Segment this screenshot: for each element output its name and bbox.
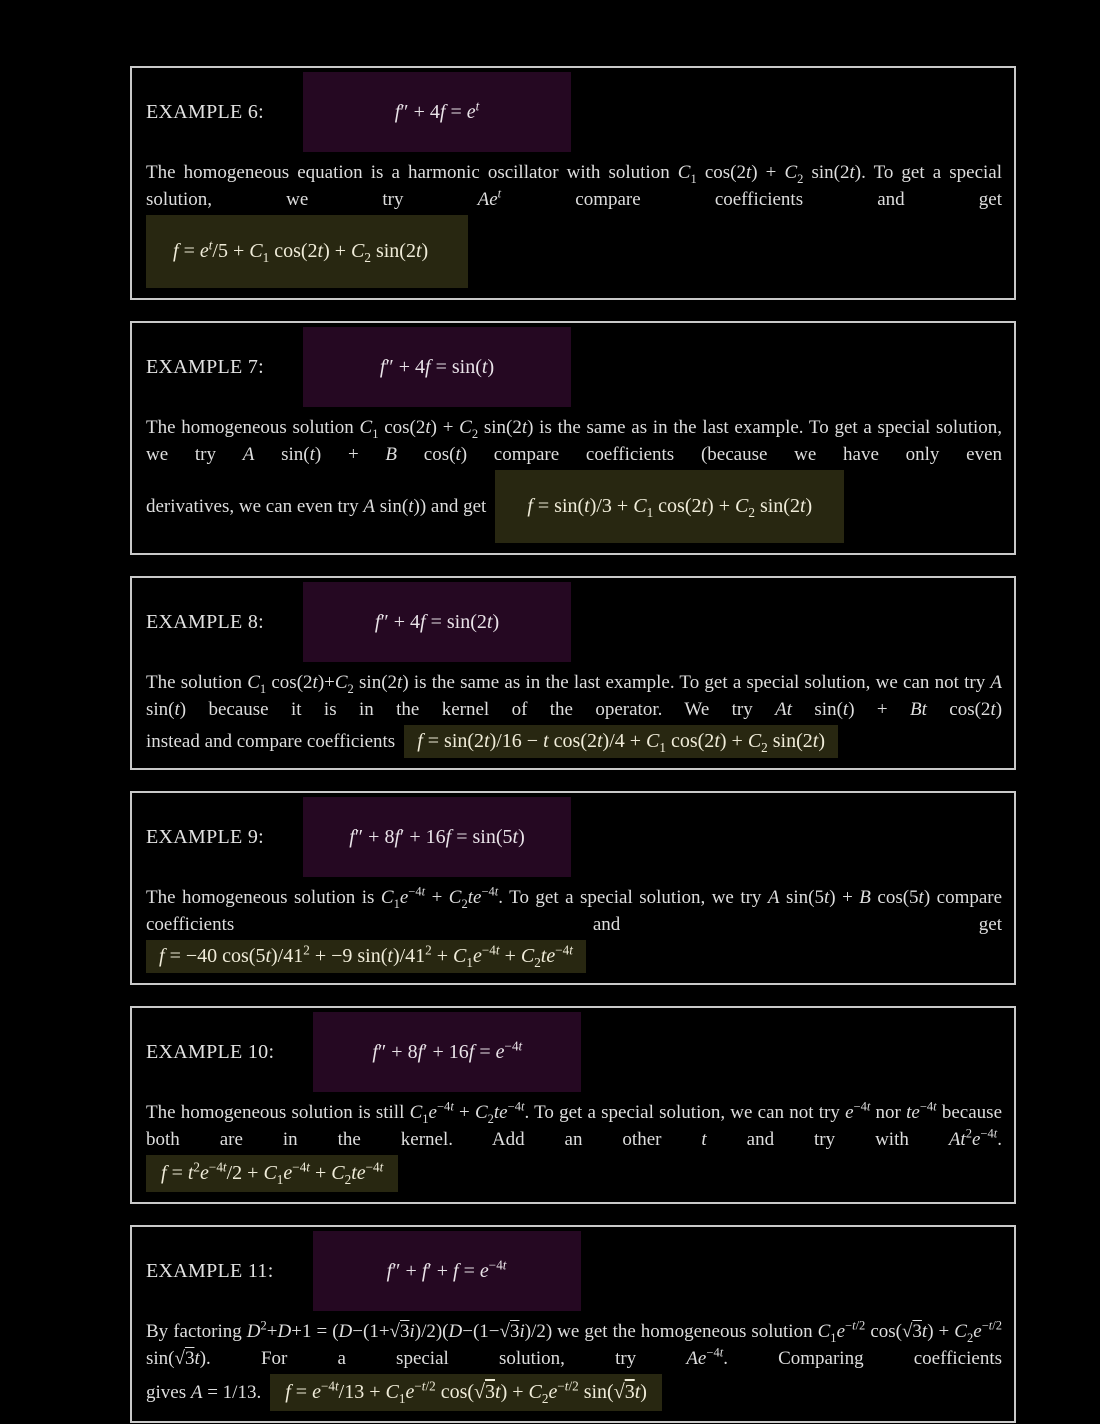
example-9-equation-highlight — [303, 797, 571, 877]
example-8-lead-text: instead and compare coefficients — [146, 731, 396, 752]
example-8-label: EXAMPLE 8: — [146, 610, 264, 633]
example-7-lead-text: derivatives, we can even try A sin(t)) and get — [146, 496, 487, 517]
example-9-body: The homogeneous solution is $C_1e^{-4t} + C_2te^{-4t}$. To get a special solution, we try A sin(5t) + B cos(5t) compare coefficients and get — [146, 884, 1003, 935]
example-8-equation: f″ + 4f = sin(2t) — [374, 610, 500, 633]
example-8-header — [146, 582, 1002, 662]
example-9-box — [130, 791, 1016, 985]
example-8-solution-line — [146, 725, 1002, 758]
example-8-box — [130, 576, 1016, 770]
example-7-equation-highlight — [303, 327, 571, 407]
example-10-solution-highlight — [146, 1155, 398, 1192]
example-11-solution: $f = e^{-4t}/13 + C_1e^{-t/2}$ $\cos(√3t) + C_2e^{-t/2}$ sin(√3t) — [285, 1378, 647, 1406]
example-11-lead-text: gives A = 1/13. — [146, 1382, 262, 1403]
example-8-solution: f = sin(2t)/16 − t $\cos(2t)/4 + C_1$ $\cos(2t) + C_2$ sin(2t) — [417, 730, 825, 755]
example-8-solution-highlight — [404, 725, 838, 758]
example-10-body: The homogeneous solution is still $C_1e^{-4t} + C_2te^{-4t}$. To get a special solution, we can not try $e^{-4t}$ nor $te^{-4t}$ because both are in the kernel. Add an other t and try with $At^2e^{-4t}$. — [146, 1099, 1002, 1150]
example-6-equation: $f'' + 4f = e^t$ — [394, 97, 480, 123]
example-6-equation-highlight — [303, 72, 571, 152]
example-11-label: EXAMPLE 11: — [146, 1259, 274, 1282]
example-10-solution-line — [146, 1155, 1002, 1192]
example-10-equation-highlight — [313, 1012, 581, 1092]
example-6-solution: $f = e^t/5 + C_1$ $\cos(2t) + C_2$ sin(2t) — [173, 237, 429, 265]
example-11-solution-line — [146, 1374, 1002, 1411]
example-6-body: The homogeneous equation is a harmonic oscillator with solution $C_1$ $\cos(2t) + C_2$ sin(2t). To get a special solution, we try Ae$^t$ compare coefficients and get — [146, 162, 1002, 210]
example-9-header — [146, 797, 1002, 877]
example-6-box — [130, 66, 1016, 300]
example-11-header — [146, 1231, 1002, 1311]
example-9-label: EXAMPLE 9: — [146, 825, 264, 848]
example-6-label: EXAMPLE 6: — [146, 100, 264, 123]
example-10-header — [146, 1012, 1002, 1092]
example-11-equation-highlight — [313, 1231, 581, 1311]
example-9-solution-line — [146, 940, 1002, 973]
example-7-label: EXAMPLE 7: — [146, 355, 264, 378]
example-10-equation: $f'' + 8f' + 16f = e^{-4t}$ — [372, 1037, 523, 1063]
example-6-header — [146, 72, 1002, 152]
example-10-solution: $f = t^2e^{-4t}/2 + C_1e^{-4t} + C_2te^{-4t}$ — [161, 1159, 384, 1187]
example-7-header — [146, 327, 1002, 407]
example-11-box — [130, 1225, 1016, 1423]
example-7-solution-highlight — [495, 470, 844, 543]
example-9-solution-highlight — [146, 940, 586, 973]
example-9-equation: f″ + 8f′ + 16f = sin(5t) — [349, 825, 525, 848]
example-7-solution: $f = \sin(t)/3 + C_1$ $\cos(2t) + C_2$ sin(2t) — [527, 495, 813, 520]
example-6-solution-line — [146, 215, 1002, 288]
example-8-equation-highlight — [303, 582, 571, 662]
example-10-label: EXAMPLE 10: — [146, 1040, 275, 1063]
example-7-solution-line — [146, 470, 1002, 543]
example-11-body: By factoring $D^2+D+1 = (D-(1+√3i)/2)(D-(1-√3i)/2)$ we get the homogeneous solution $C_1e^{-t/2}$ $\cos(√3t) + C_2e^{-t/2}$ sin(√3t). For a special solution, try $Ae^{-4t}$. Comparing coefficients — [146, 1318, 1003, 1369]
example-11-solution-highlight — [270, 1374, 662, 1411]
example-8-body: The solution $C_1$ $\cos(2t)+C_2$ sin(2t) is the same as in the last example. To get a special solution, we can not try A sin(t) because it is in the kernel of the operator. We try At sin(t) + Bt cos(2t) — [146, 672, 1003, 720]
example-9-solution: f = −40 $\cos(5t)/41^2 + -9$ $\sin(t)/41^2 + C_1e^{-4t} + C_2te^{-4t}$ — [159, 942, 573, 970]
example-11-equation: $f'' + f' + f = e^{-4t}$ — [386, 1256, 507, 1282]
example-7-body: The homogeneous solution $C_1$ $\cos(2t) + C_2$ sin(2t) is the same as in the last example. To get a special solution, we try A sin(t) + B cos(t) compare coefficients (because we have only even — [146, 417, 1003, 465]
example-7-box — [130, 321, 1016, 555]
example-6-solution-highlight — [146, 215, 468, 288]
example-7-equation: f″ + 4f = sin(t) — [379, 355, 495, 378]
example-10-box — [130, 1006, 1016, 1204]
